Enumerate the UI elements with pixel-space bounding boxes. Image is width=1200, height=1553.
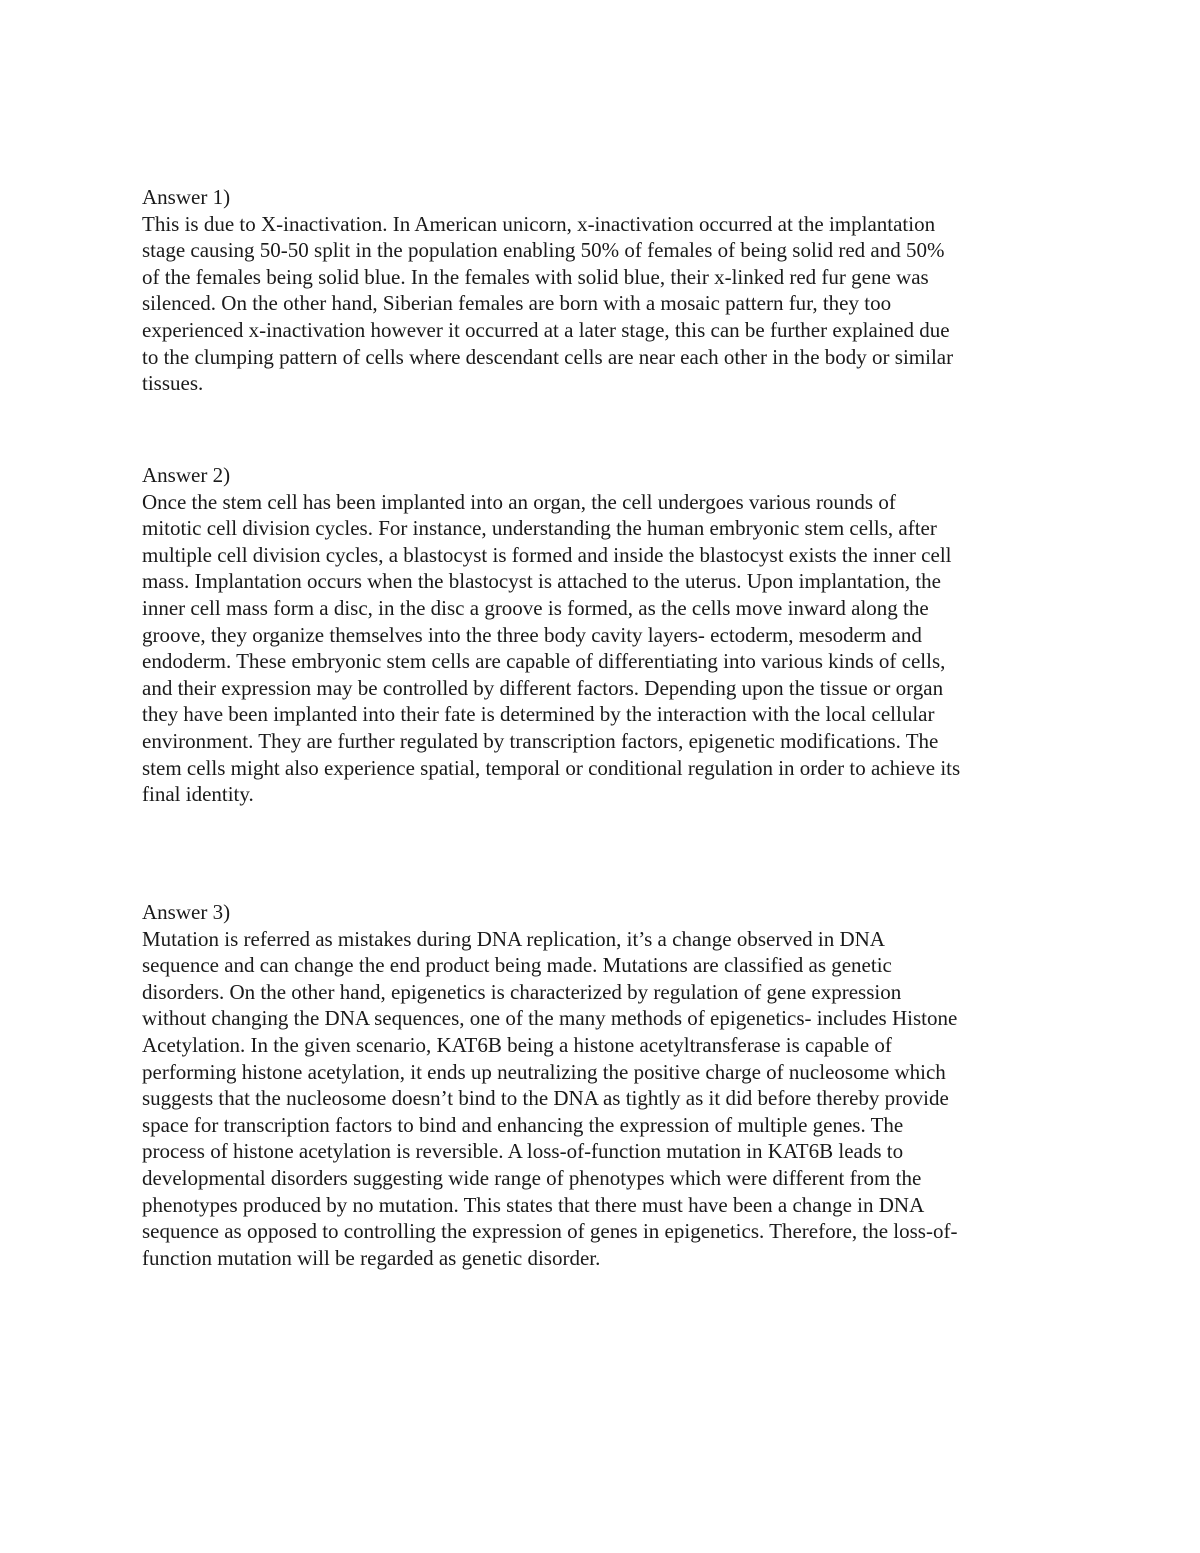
- answer-3-line: space for transcription factors to bind and enhancing the expression of multiple genes. The: [142, 1112, 904, 1137]
- answer-1-line: of the females being solid blue. In the females with solid blue, their x-linked red fur gene was: [142, 264, 929, 289]
- answer-1-line: to the clumping pattern of cells where descendant cells are near each other in the body or similar: [142, 344, 954, 369]
- answer-2-line: final identity.: [142, 782, 254, 807]
- answer-3-line: suggests that the nucleosome doesn’t bind to the DNA as tightly as it did before thereby provide: [142, 1086, 949, 1111]
- answer-2-line: and their expression may be controlled by different factors. Depending upon the tissue or organ: [142, 675, 944, 700]
- answer-2-line: environment. They are further regulated by transcription factors, epigenetic modifications. The: [142, 728, 939, 753]
- answer-3-line: sequence as opposed to controlling the expression of genes in epigenetics. Therefore, the loss-of-: [142, 1219, 958, 1244]
- answer-1-heading: Answer 1): [142, 185, 231, 209]
- answer-2-line: mitotic cell division cycles. For instance, understanding the human embryonic stem cells, after: [142, 516, 937, 541]
- answer-1-line: silenced. On the other hand, Siberian females are born with a mosaic pattern fur, they too: [142, 291, 892, 316]
- answer-3-line: sequence and can change the end product being made. Mutations are classified as genetic: [142, 953, 892, 978]
- answer-3-line: performing histone acetylation, it ends up neutralizing the positive charge of nucleosome which: [142, 1059, 946, 1084]
- answer-3-line: phenotypes produced by no mutation. This states that there must have been a change in DNA: [142, 1192, 925, 1217]
- answer-2-line: they have been implanted into their fate is determined by the interaction with the local cellular: [142, 702, 935, 727]
- answer-3-line: disorders. On the other hand, epigenetics is characterized by regulation of gene expression: [142, 979, 902, 1004]
- answer-2-line: stem cells might also experience spatial, temporal or conditional regulation in order to achieve its: [142, 755, 961, 780]
- answer-3-line: without changing the DNA sequences, one of the many methods of epigenetics- includes Histone: [142, 1006, 958, 1031]
- answer-1-line: stage causing 50-50 split in the population enabling 50% of females of being solid red and 50%: [142, 238, 945, 263]
- answer-2-line: Once the stem cell has been implanted into an organ, the cell undergoes various rounds of: [142, 489, 896, 514]
- answer-1-section: [142, 184, 1072, 397]
- answer-2-section: [142, 462, 1072, 808]
- answer-2-line: endoderm. These embryonic stem cells are capable of differentiating into various kinds of cells,: [142, 649, 946, 674]
- answer-2-line: inner cell mass form a disc, in the disc a groove is formed, as the cells move inward along the: [142, 595, 929, 620]
- answer-1-line: tissues.: [142, 371, 204, 396]
- answer-2-line: mass. Implantation occurs when the blastocyst is attached to the uterus. Upon implantation, the: [142, 569, 941, 594]
- answer-2-line: multiple cell division cycles, a blastocyst is formed and inside the blastocyst exists the inner cell: [142, 542, 952, 567]
- answer-3-heading: Answer 3): [142, 900, 231, 924]
- answer-3-line: function mutation will be regarded as genetic disorder.: [142, 1245, 601, 1270]
- answer-3-line: Acetylation. In the given scenario, KAT6B being a histone acetyltransferase is capable of: [142, 1032, 892, 1057]
- answer-3-section: [142, 899, 1072, 1271]
- answer-1-line: This is due to X-inactivation. In American unicorn, x-inactivation occurred at the implantation: [142, 211, 936, 236]
- answer-2-line: groove, they organize themselves into the three body cavity layers- ectoderm, mesoderm and: [142, 622, 922, 647]
- answer-3-line: Mutation is referred as mistakes during DNA replication, it’s a change observed in DNA: [142, 926, 885, 951]
- answer-3-line: developmental disorders suggesting wide range of phenotypes which were different from the: [142, 1165, 922, 1190]
- answer-3-line: process of histone acetylation is reversible. A loss-of-function mutation in KAT6B leads to: [142, 1139, 904, 1164]
- answer-1-line: experienced x-inactivation however it occurred at a later stage, this can be further explained due: [142, 317, 950, 342]
- answer-2-heading: Answer 2): [142, 463, 231, 487]
